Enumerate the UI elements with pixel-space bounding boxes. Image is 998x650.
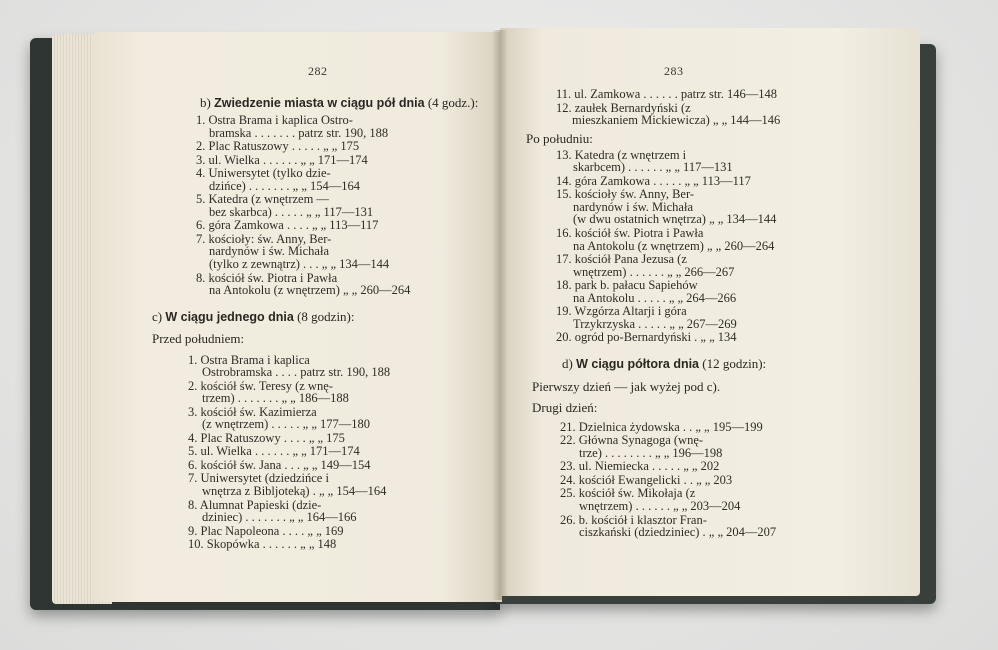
tour-item: 6. góra Zamkowa . . . . „ „ 113—117 — [196, 218, 379, 233]
section-heading-b — [200, 96, 478, 110]
page-number-left: 282 — [308, 64, 328, 78]
tour-item: ciszkański (dziedziniec) . „ „ 204—207 — [579, 525, 777, 540]
tour-item: 8. Alumnat Papieski (dzie- — [188, 497, 322, 512]
tour-item: Ostrobramska . . . . patrz str. 190, 188 — [202, 365, 391, 380]
tour-item: 2. kościół św. Teresy (z wnę- — [188, 378, 333, 393]
tour-item: 10. Skopówka . . . . . . „ „ 148 — [188, 537, 337, 552]
tour-item: Trzykrzyska . . . . . „ „ 267—269 — [573, 316, 737, 331]
tour-item: 13. Katedra (z wnętrzem i — [556, 147, 687, 162]
tour-item: 21. Dzielnica żydowska . . „ „ 195—199 — [560, 419, 763, 434]
tour-item: 5. Katedra (z wnętrzem — — [196, 192, 329, 207]
tour-item: 7. kościoły: św. Anny, Ber- — [196, 231, 332, 246]
tour-item: 20. ogród po-Bernardyński . „ „ 134 — [556, 330, 737, 345]
tour-item: wnętrzem) . . . . . . „ „ 266—267 — [573, 264, 735, 279]
tour-item: 19. Wzgórza Altarji i góra — [556, 304, 687, 319]
tour-item: 16. kościół św. Piotra i Pawła — [556, 225, 704, 240]
section-duration: (8 godzin): — [293, 308, 355, 324]
tour-item: (tylko z zewnątrz) . . . „ „ 134—144 — [209, 257, 390, 271]
tour-item: 3. ul. Wielka . . . . . . „ „ 171—174 — [196, 152, 368, 167]
right-page — [500, 28, 920, 596]
tour-item: nardynów i św. Michała — [573, 199, 693, 214]
page-number-right: 283 — [664, 64, 684, 78]
subheading-morning: Przed południem: — [152, 330, 245, 346]
tour-item: 18. park b. pałacu Sapiehów — [556, 278, 698, 293]
tour-item: 1. Ostra Brama i kaplica — [188, 352, 310, 367]
section-letter: c) — [152, 308, 166, 324]
section-title: W ciągu jednego dnia — [165, 309, 294, 324]
tour-item: 22. Główna Synagoga (wnę- — [560, 433, 704, 448]
tour-item: 2. Plac Ratuszowy . . . . . „ „ 175 — [196, 139, 360, 154]
tour-item: dzińce) . . . . . . . „ „ 154—164 — [209, 178, 361, 193]
tour-item: wnętrza z Bibljoteką) . „ „ 154—164 — [202, 484, 387, 498]
book-gutter — [492, 30, 508, 600]
tour-item: 3. kościół św. Kazimierza — [188, 404, 317, 419]
section-letter: b) — [200, 95, 215, 110]
tour-item: trzem) . . . . . . . „ „ 186—188 — [202, 391, 349, 406]
tour-item: 4. Uniwersytet (tylko dzie- — [196, 166, 331, 181]
tour-item: 17. kościół Pana Jezusa (z — [556, 252, 687, 266]
tour-item: nardynów i św. Michała — [209, 244, 329, 259]
tour-item: 25. kościół św. Mikołaja (z — [560, 486, 696, 501]
tour-item: (w dwu ostatnich wnętrza) „ „ 134—144 — [573, 212, 777, 227]
section-duration: (12 godzin): — [699, 355, 767, 371]
section-duration: (4 godz.): — [424, 95, 479, 110]
tour-item: 6. kościół św. Jana . . . „ „ 149—154 — [188, 457, 371, 472]
tour-item: dziniec) . . . . . . . „ „ 164—166 — [202, 510, 357, 525]
tour-item: 8. kościół św. Piotra i Pawła — [196, 270, 338, 285]
tour-item: na Antokolu (z wnętrzem) „ „ 260—264 — [573, 238, 775, 253]
tour-item: trze) . . . . . . . . „ „ 196—198 — [579, 445, 723, 460]
tour-item: 12. zaułek Bernardyński (z — [556, 100, 691, 115]
tour-item: 23. ul. Niemiecka . . . . . „ „ 202 — [560, 459, 720, 474]
section-title: Zwiedzenie miasta w ciągu pół dnia — [214, 96, 425, 110]
first-day-note: Pierwszy dzień — jak wyżej pod c). — [532, 378, 721, 394]
section-heading-d — [562, 357, 766, 371]
tour-item: 15. kościoły św. Anny, Ber- — [556, 187, 695, 202]
tour-item: 26. b. kościół i klasztor Fran- — [560, 512, 707, 527]
left-page — [92, 32, 502, 602]
subheading-second-day: Drugi dzień: — [532, 399, 598, 415]
tour-item: na Antokolu (z wnętrzem) „ „ 260—264 — [209, 283, 411, 298]
tour-item: na Antokolu . . . . . „ „ 264—266 — [573, 290, 737, 305]
tour-item: 11. ul. Zamkowa . . . . . . patrz str. 146—148 — [556, 87, 778, 101]
tour-item: wnętrzem) . . . . . . „ „ 203—204 — [579, 499, 741, 513]
subheading-afternoon: Po południu: — [526, 130, 593, 146]
tour-item: bez skarbca) . . . . . „ „ 117—131 — [209, 204, 374, 219]
section-title: W ciągu półtora dnia — [576, 356, 700, 371]
tour-item: 24. kościół Ewangelicki . . „ „ 203 — [560, 472, 733, 487]
tour-item: 9. Plac Napoleona . . . . „ „ 169 — [188, 523, 344, 538]
tour-item: bramska . . . . . . . patrz str. 190, 188 — [209, 125, 389, 140]
tour-item: 7. Uniwersytet (dziedzińce i — [188, 471, 329, 486]
section-heading-c — [152, 310, 355, 324]
tour-item: skarbcem) . . . . . . „ „ 117—131 — [573, 160, 733, 175]
tour-item: 5. ul. Wielka . . . . . . „ „ 171—174 — [188, 444, 360, 459]
section-letter: d) — [562, 355, 577, 371]
tour-item: 4. Plac Ratuszowy . . . . „ „ 175 — [188, 430, 345, 445]
tour-item: mieszkaniem Mickiewicza) „ „ 144—146 — [572, 113, 781, 128]
tour-item: (z wnętrzem) . . . . . „ „ 177—180 — [202, 417, 370, 432]
tour-item: 1. Ostra Brama i kaplica Ostro- — [196, 113, 353, 127]
tour-item: 14. góra Zamkowa . . . . . „ „ 113—117 — [556, 173, 751, 188]
